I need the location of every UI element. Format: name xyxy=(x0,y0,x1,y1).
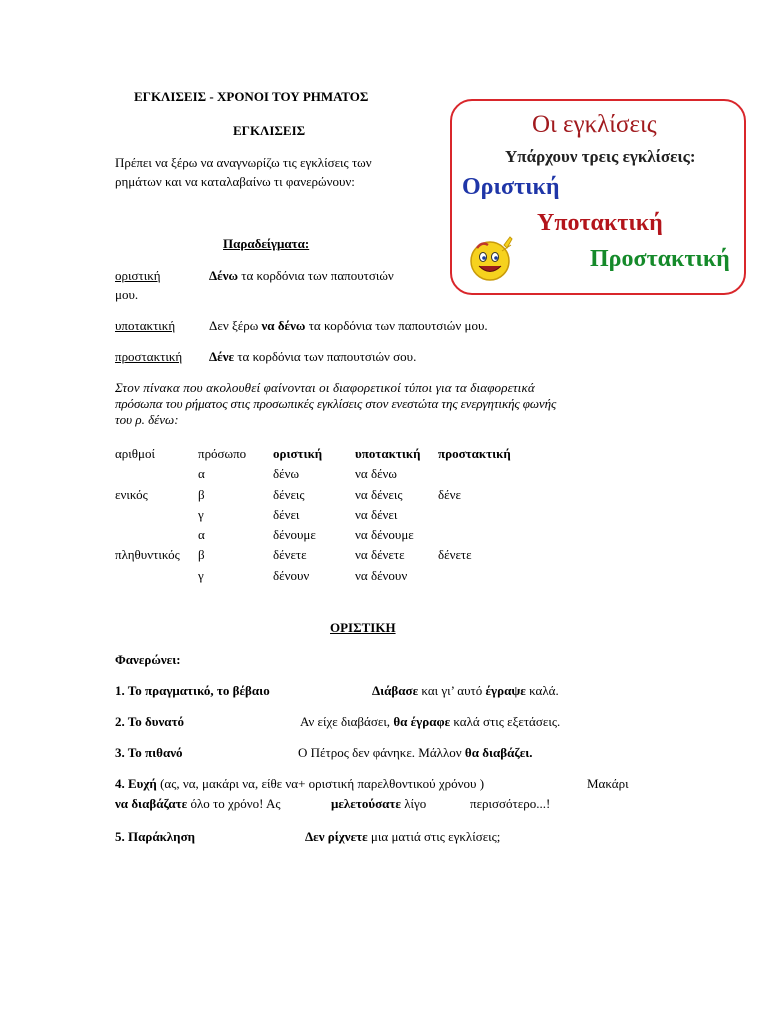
example-3-label: προστακτική xyxy=(115,349,183,364)
table-cell: να δένεις xyxy=(355,486,403,502)
item-2-text-2: καλά στις εξετάσεις. xyxy=(450,714,561,729)
header-cell: αριθμοί xyxy=(115,446,155,461)
oristiki-heading: ΟΡΙΣΤΙΚΗ xyxy=(330,620,396,635)
box-mood-oristiki: Οριστική xyxy=(462,174,560,200)
header-cell: προστακτική xyxy=(438,446,511,461)
item-4-makari: Μακάρι xyxy=(587,776,629,791)
item-4-text-4: λίγο xyxy=(400,796,427,811)
example-1-label: οριστική xyxy=(115,268,161,283)
moods-callout-box xyxy=(450,99,746,295)
table-cell: να δένει xyxy=(355,506,398,522)
item-1-label: 1. Το πραγματικό, το βέβαιο xyxy=(115,683,270,698)
table-cell: δένει xyxy=(273,506,300,522)
item-4-line-2 xyxy=(115,796,281,812)
table-cell: α xyxy=(198,466,205,482)
table-intro-line-1: Στον πίνακα που ακολουθεί φαίνονται οι διαφορετικοί τύποι για τα διαφορετικά xyxy=(115,380,535,395)
item-5-label: 5. Παράκληση xyxy=(115,829,196,844)
item-1-bold-1: Διάβασε xyxy=(372,683,419,698)
table-cell: να δένω xyxy=(355,466,397,482)
box-mood-prostaktiki: Προστακτική xyxy=(590,246,730,272)
section-subtitle: ΕΓΚΛΙΣΕΙΣ xyxy=(233,123,306,138)
table-cell: β xyxy=(198,486,205,502)
item-3-bold-1: θα διαβάζει. xyxy=(464,745,533,760)
table-cell: δένετε xyxy=(438,547,472,563)
item-3-label: 3. Το πιθανό xyxy=(115,745,183,760)
box-subtitle: Υπάρχουν τρεις εγκλίσεις: xyxy=(505,147,696,166)
table-intro-line-3: του ρ. δένω: xyxy=(115,412,179,427)
example-1-continuation: μου. xyxy=(115,287,139,302)
item-5-example xyxy=(305,829,500,845)
table-cell: πληθυντικός xyxy=(115,547,180,563)
document-title: ΕΓΚΛΙΣΕΙΣ - ΧΡΟΝΟΙ ΤΟΥ ΡΗΜΑΤΟΣ xyxy=(134,89,369,104)
table-cell: δένουν xyxy=(273,567,310,583)
item-5-text-1: μια ματιά στις εγκλίσεις; xyxy=(367,829,501,844)
example-3-rest: τα κορδόνια των παπουτσιών σου. xyxy=(234,349,417,364)
example-2-sentence xyxy=(209,318,488,334)
shows-label: Φανερώνει: xyxy=(115,652,181,667)
example-1-rest: τα κορδόνια των παπουτσιών xyxy=(238,268,394,283)
item-2-example xyxy=(300,714,560,730)
table-cell: να δένουμε xyxy=(355,527,414,543)
item-3-text-1: Ο Πέτρος δεν φάνηκε. Μάλλον xyxy=(298,745,465,760)
item-4-text-5: περισσότερο...! xyxy=(470,796,551,811)
item-4-line-2b xyxy=(331,796,426,812)
table-cell: να δένετε xyxy=(355,547,405,563)
item-2-label: 2. Το δυνατό xyxy=(115,714,185,729)
table-cell: γ xyxy=(198,506,204,522)
item-1-text-1: και γι’ αυτό xyxy=(418,683,486,698)
example-2-rest: τα κορδόνια των παπουτσιών μου. xyxy=(305,318,488,333)
header-cell: υποτακτική xyxy=(355,446,421,461)
table-cell: γ xyxy=(198,567,204,583)
table-cell: δένω xyxy=(273,466,300,482)
item-1-example xyxy=(372,683,559,699)
example-1-sentence xyxy=(209,268,394,284)
table-cell: δένε xyxy=(438,486,461,502)
intro-line-2: ρημάτων και να καταλαβαίνω τι φανερώνουν: xyxy=(115,174,355,189)
item-4-text-1: (ας, να, μακάρι να, είθε να+ οριστική παρελθοντικού χρόνου ) xyxy=(156,776,485,791)
table-intro-line-2: πρόσωπα του ρήματος στις προσωπικές εγκλίσεις στον ενεστώτα της ενεργητικής φωνής xyxy=(115,396,557,411)
example-2-label: υποτακτική xyxy=(115,318,176,333)
box-mood-ypotaktiki: Υποτακτική xyxy=(537,210,663,236)
intro-line-1: Πρέπει να ξέρω να αναγνωρίζω τις εγκλίσεις των xyxy=(115,155,372,170)
item-1-text-2: καλά. xyxy=(525,683,559,698)
table-cell: δένεις xyxy=(273,486,305,502)
header-cell: πρόσωπο xyxy=(198,446,247,461)
item-2-text-1: Αν είχε διαβάσει, xyxy=(300,714,394,729)
table-cell: δένουμε xyxy=(273,527,316,543)
table-cell: δένετε xyxy=(273,547,307,563)
item-4-bold-1: να διαβάζατε xyxy=(115,796,188,811)
smiley-face-icon xyxy=(466,233,518,285)
item-4-bold-2: μελετούσατε xyxy=(331,796,401,811)
box-title: Οι εγκλίσεις xyxy=(532,111,657,138)
header-cell: οριστική xyxy=(273,446,323,461)
example-3-sentence xyxy=(209,349,416,365)
table-cell: α xyxy=(198,527,205,543)
examples-heading: Παραδείγματα: xyxy=(223,236,310,251)
table-cell: ενικός xyxy=(115,486,148,502)
example-3-verb: Δένε xyxy=(209,349,235,364)
item-3-example xyxy=(298,745,533,761)
item-5-bold-1: Δεν ρίχνετε xyxy=(305,829,368,844)
item-4-label: 4. Ευχή xyxy=(115,776,157,791)
table-cell: να δένουν xyxy=(355,567,408,583)
example-2-verb: να δένω xyxy=(261,318,306,333)
item-2-bold-1: θα έγραφε xyxy=(393,714,451,729)
example-2-pre: Δεν ξέρω xyxy=(209,318,262,333)
table-cell: β xyxy=(198,547,205,563)
item-4-text-3: όλο το χρόνο! Ας xyxy=(187,796,281,811)
example-1-verb: Δένω xyxy=(209,268,239,283)
item-4-line-1 xyxy=(115,776,484,792)
item-1-bold-2: έγραψε xyxy=(485,683,526,698)
